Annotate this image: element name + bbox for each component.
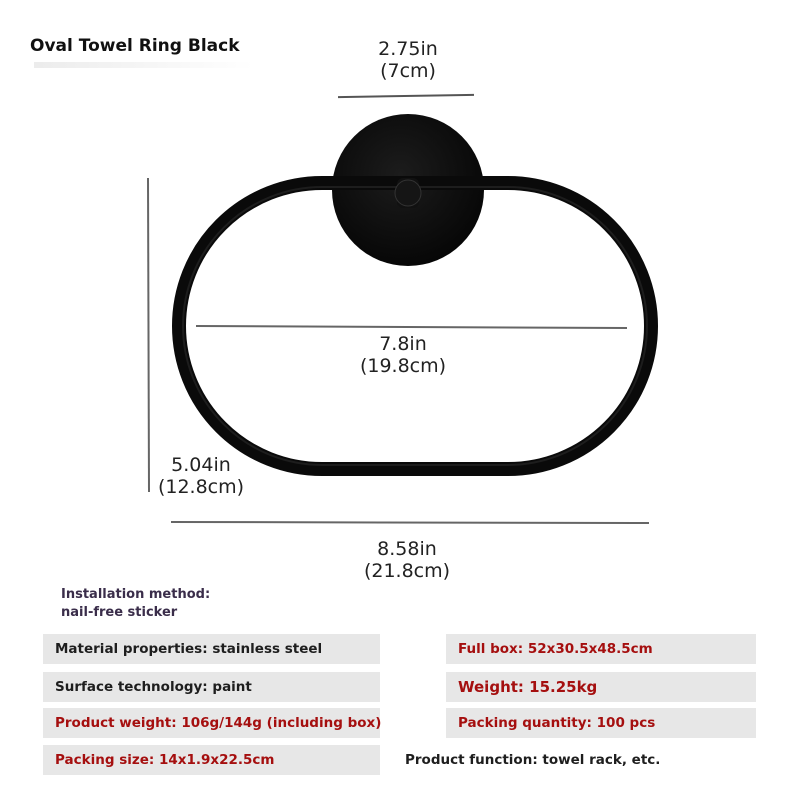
spec-weight: Weight: 15.25kg [446,672,756,702]
inner-width-label [350,333,456,377]
installation-method [61,586,210,622]
height-line [148,178,149,492]
spec-product-function: Product function: towel rack, etc. [405,752,661,768]
height-label [150,454,252,498]
mount-cap [395,180,421,206]
installation-method-label: Installation method: [61,587,211,602]
spec-packing-size: Packing size: 14x1.9x22.5cm [43,745,380,775]
spec-packing-quantity: Packing quantity: 100 pcs [446,708,756,738]
spec-material: Material properties: stainless steel [43,634,380,664]
inner-width-line [196,326,627,328]
base-width-in: 2.75in [378,38,438,60]
overall-width-label [354,538,460,582]
overall-width-in: 8.58in [377,538,437,560]
base-width-cm: (7cm) [380,60,436,82]
installation-method-value: nail-free sticker [61,605,178,620]
height-in: 5.04in [171,454,231,476]
product-title: Oval Towel Ring Black [30,36,240,56]
spec-surface: Surface technology: paint [43,672,380,702]
overall-width-line [171,522,649,523]
overall-width-cm: (21.8cm) [363,560,451,582]
inner-width-in: 7.8in [379,333,427,355]
inner-width-cm: (19.8cm) [359,355,447,377]
spec-product-weight: Product weight: 106g/144g (including box) [43,708,380,738]
height-cm: (12.8cm) [157,476,245,498]
spec-full-box: Full box: 52x30.5x48.5cm [446,634,756,664]
